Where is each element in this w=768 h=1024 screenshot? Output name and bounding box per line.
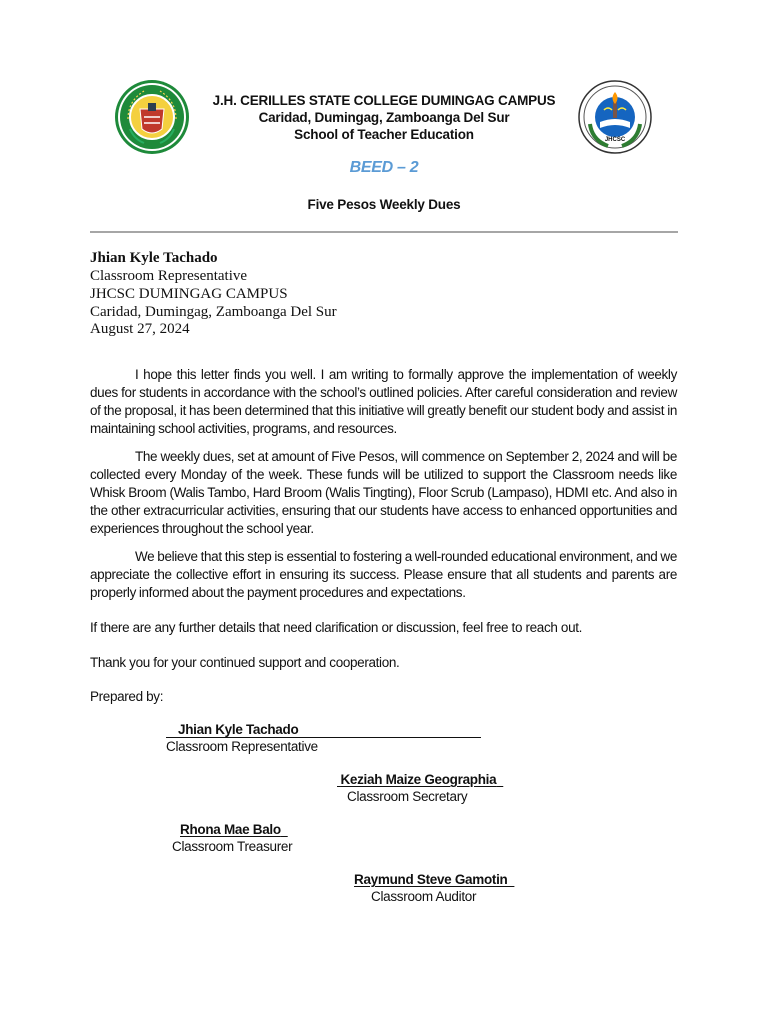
body-paragraph-2: The weekly dues, set at amount of Five Pesos, will commence on September 2, 2024 and will be collected every Monday of the week. These funds will be utilized to support the Classroom needs like Whisk Broom (Walis Tambo, Hard Broom (Walis Tingting), Floor Scrub (Lampaso), HDMI etc. And also in the other extracurricular activities, ensuring that our students have access to enhanced opportunities and experiences throughout the school year. [90,449,677,536]
signatory-role-representative: Classroom Representative [166,739,318,754]
teacher-education-seal-icon [578,80,652,154]
school-name: School of Teacher Education [294,127,474,142]
signatory-name-treasurer: Rhona Mae Balo [180,822,281,837]
signature-line [166,737,481,738]
signatory-name-secretary: Keziah Maize Geographia [340,772,497,787]
signatory-role-secretary: Classroom Secretary [347,789,468,804]
prepared-by-label: Prepared by: [90,689,164,704]
body-paragraph-1: I hope this letter finds you well. I am writing to formally approve the implementation of weekly dues for students in accordance with the school’s outlined policies. After careful consideration and review of the proposal, it has been determined that this initiative will greatly benefit our student body and assist in maintaining school activities, programs, and resources. [90,367,677,436]
letter-subject: Five Pesos Weekly Dues [307,197,461,212]
recipient-campus: JHCSC DUMINGAG CAMPUS [90,286,288,302]
recipient-address: Caridad, Dumingag, Zamboanga Del Sur [90,304,337,320]
signatory-role-treasurer: Classroom Treasurer [172,839,293,854]
closing-line-2: Thank you for your continued support and cooperation. [90,655,400,670]
signatory-name-representative: Jhian Kyle Tachado [178,722,299,737]
signatory-name-auditor: Raymund Steve Gamotin [354,872,508,887]
college-address: Caridad, Dumingag, Zamboanga Del Sur [258,110,510,125]
letter-date: August 27, 2024 [90,321,190,337]
college-name: J.H. CERILLES STATE COLLEGE DUMINGAG CAMPUS [212,93,556,108]
header-divider [90,231,678,233]
body-paragraph-3: We believe that this step is essential to fostering a well-rounded educational environment, and we appreciate the collective effort in ensuring its success. Please ensure that all students and parents are properly informed about the payment procedures and expectations. [90,549,677,600]
signatory-role-auditor: Classroom Auditor [371,889,477,904]
recipient-title: Classroom Representative [90,268,248,284]
program-title: BEED – 2 [349,159,419,176]
recipient-name: Jhian Kyle Tachado [90,250,218,266]
seal-caption: JHCSC [604,137,626,143]
closing-line-1: If there are any further details that need clarification or discussion, feel free to reach out. [90,620,583,635]
college-seal-icon [114,79,190,155]
